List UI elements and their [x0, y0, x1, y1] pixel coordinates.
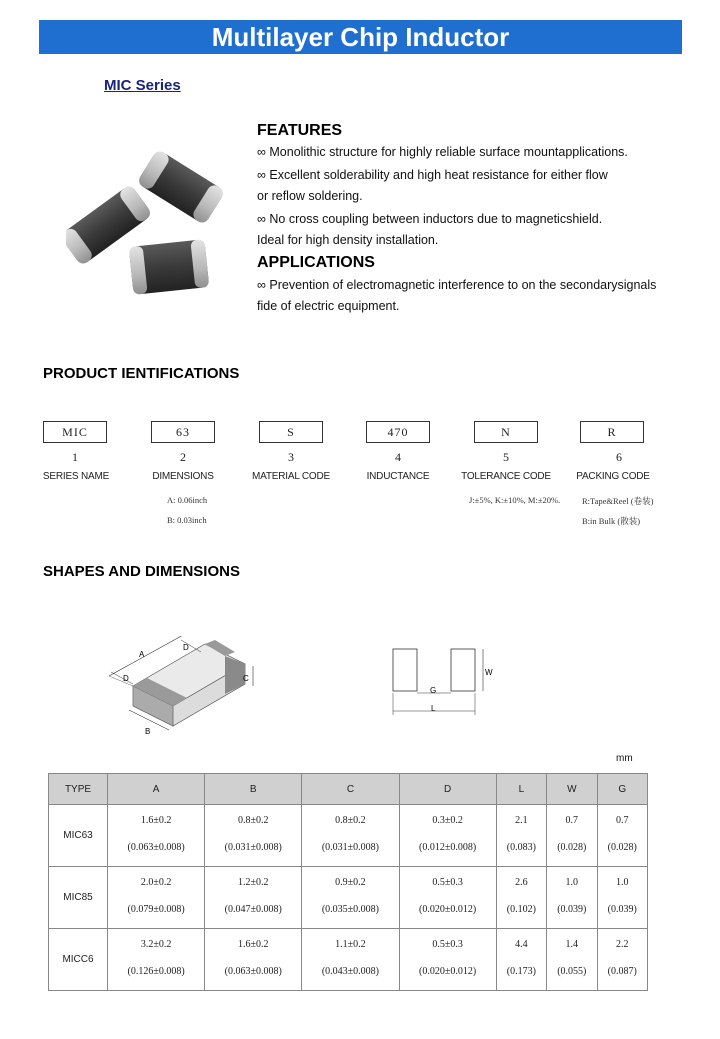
inch-value: (0.039) [607, 904, 637, 915]
mm-value: 1.6±0.2 [140, 815, 172, 826]
chip-inductor-photo [66, 145, 226, 300]
features-heading: FEATURES [257, 122, 343, 139]
mm-value: 3.2±0.2 [140, 939, 172, 950]
code-name: SERIES NAME [42, 471, 110, 482]
dim-label-l: L [431, 704, 436, 713]
mm-value: 1.6±0.2 [238, 939, 269, 950]
value-cell [399, 867, 496, 929]
col-header: B [205, 774, 302, 805]
series-label: MIC Series [104, 77, 181, 94]
value-cell [496, 805, 546, 867]
inch-value: (0.031±0.008) [321, 842, 379, 853]
value-cell [108, 867, 205, 929]
value-cell [496, 867, 546, 929]
land-pattern-drawing [385, 645, 500, 720]
inch-value: (0.102) [506, 904, 536, 915]
dim-label-w: W [485, 668, 493, 677]
inch-value: (0.063±0.008) [224, 966, 282, 977]
table-row [49, 929, 648, 991]
dim-label-a: A [139, 650, 145, 659]
value-cell [205, 867, 302, 929]
dim-label-b: B [145, 727, 151, 736]
mm-value: 1.4 [565, 939, 579, 950]
code-number: 1 [72, 450, 78, 464]
col-header: W [547, 774, 597, 805]
mm-value: 2.1 [515, 815, 528, 826]
mm-value: 0.8±0.2 [335, 815, 366, 826]
mm-value: 1.0 [565, 877, 579, 888]
code-name: INDUCTANCE [366, 471, 430, 482]
inch-value: (0.031±0.008) [224, 842, 282, 853]
inch-value: (0.035±0.008) [321, 904, 379, 915]
mm-value: 0.8±0.2 [238, 815, 269, 826]
value-cell [302, 805, 399, 867]
col-header: D [399, 774, 496, 805]
code-name: PACKING CODE [576, 471, 650, 482]
value-cell [399, 929, 496, 991]
mm-value: 0.9±0.2 [335, 877, 366, 888]
code-box-dimensions: 63 [151, 421, 215, 443]
type-cell: MIC85 [49, 867, 108, 929]
dim-label-g: G [430, 686, 437, 695]
value-cell [547, 867, 597, 929]
inch-value: (0.087) [607, 966, 637, 977]
dimensions-table [48, 773, 648, 991]
application-line: fide of electric equipment. [257, 299, 400, 313]
application-line: ∞ Prevention of electromagnetic interference to on the secondarysignals [257, 278, 657, 292]
dim-label-d: D [183, 643, 189, 652]
value-cell [547, 805, 597, 867]
inch-value: (0.039) [557, 904, 587, 915]
inch-value: (0.047±0.008) [224, 904, 282, 915]
type-cell: MIC63 [49, 805, 108, 867]
code-box-material: S [259, 421, 323, 443]
applications-heading: APPLICATIONS [257, 254, 375, 271]
value-cell [496, 929, 546, 991]
unit-label: mm [616, 753, 633, 764]
feature-line: ∞ Monolithic structure for highly reliable surface mountapplications. [257, 145, 628, 159]
identification-heading: PRODUCT IENTIFICATIONS [43, 365, 240, 382]
value-cell [108, 805, 205, 867]
code-number: 6 [616, 450, 622, 464]
value-cell [205, 929, 302, 991]
code-name: MATERIAL CODE [252, 471, 330, 482]
mm-value: 0.7 [616, 815, 629, 826]
code-name: TOLERANCE CODE [461, 471, 551, 482]
dim-label-c: C [243, 674, 249, 683]
table-header-row [49, 774, 648, 805]
inch-value: (0.126±0.008) [127, 966, 185, 977]
mm-value: 2.0±0.2 [140, 877, 172, 888]
col-header: G [597, 774, 648, 805]
col-header: TYPE [49, 774, 108, 805]
inch-value: (0.173) [506, 966, 536, 977]
inch-value: (0.083) [506, 842, 536, 853]
inch-value: (0.028) [607, 842, 637, 853]
value-cell [597, 805, 648, 867]
inch-value: (0.043±0.008) [321, 966, 379, 977]
code-number: 3 [288, 450, 294, 464]
table-row [49, 805, 648, 867]
mm-value: 0.3±0.2 [432, 815, 463, 826]
mm-value: 1.1±0.2 [335, 939, 366, 950]
mm-value: 0.7 [565, 815, 579, 826]
packing-note: B:in Bulk (散装) [582, 516, 641, 526]
inch-value: (0.063±0.008) [127, 842, 185, 853]
code-number: 5 [503, 450, 509, 464]
mm-value: 2.2 [616, 939, 629, 950]
value-cell [108, 929, 205, 991]
mm-value: 1.0 [616, 877, 629, 888]
value-cell [597, 929, 648, 991]
dim-label-d2: D [123, 674, 129, 683]
value-cell [302, 867, 399, 929]
feature-line: or reflow soldering. [257, 189, 363, 203]
value-cell [399, 805, 496, 867]
feature-line: Ideal for high density installation. [257, 233, 439, 247]
mm-value: 0.5±0.3 [432, 877, 463, 888]
feature-line: ∞ Excellent solderability and high heat resistance for either flow [257, 168, 608, 182]
value-cell [302, 929, 399, 991]
value-cell [547, 929, 597, 991]
inch-value: (0.055) [557, 966, 587, 977]
code-box-packing: R [580, 421, 644, 443]
inch-value: (0.020±0.012) [419, 904, 477, 915]
value-cell [205, 805, 302, 867]
dimension-note: B: 0.03inch [167, 515, 207, 525]
table-row [49, 867, 648, 929]
packing-note: R:Tape&Reel (卷装) [582, 496, 654, 506]
inch-value: (0.012±0.008) [419, 842, 477, 853]
mm-value: 2.6 [515, 877, 528, 888]
mm-value: 0.5±0.3 [432, 939, 463, 950]
code-box-tolerance: N [474, 421, 538, 443]
shapes-heading: SHAPES AND DIMENSIONS [43, 563, 240, 580]
feature-line: ∞ No cross coupling between inductors due to magneticshield. [257, 212, 603, 226]
code-number: 4 [395, 450, 401, 464]
col-header: L [496, 774, 546, 805]
code-box-series: MIC [43, 421, 107, 443]
inch-value: (0.028) [557, 842, 587, 853]
code-box-inductance: 470 [366, 421, 430, 443]
inch-value: (0.020±0.012) [419, 966, 477, 977]
chip-3d-dimension-drawing [105, 636, 255, 741]
tolerance-note: J:±5%, K:±10%, M:±20%. [469, 495, 561, 505]
type-cell: MICC6 [49, 929, 108, 991]
mm-value: 4.4 [515, 939, 528, 950]
dimension-note: A: 0.06inch [167, 495, 208, 505]
code-name: DIMENSIONS [152, 471, 214, 482]
inch-value: (0.079±0.008) [127, 904, 185, 915]
col-header: C [302, 774, 399, 805]
value-cell [597, 867, 648, 929]
page-title-banner: Multilayer Chip Inductor [39, 20, 682, 54]
mm-value: 1.2±0.2 [238, 877, 269, 888]
code-number: 2 [180, 450, 186, 464]
col-header: A [108, 774, 205, 805]
